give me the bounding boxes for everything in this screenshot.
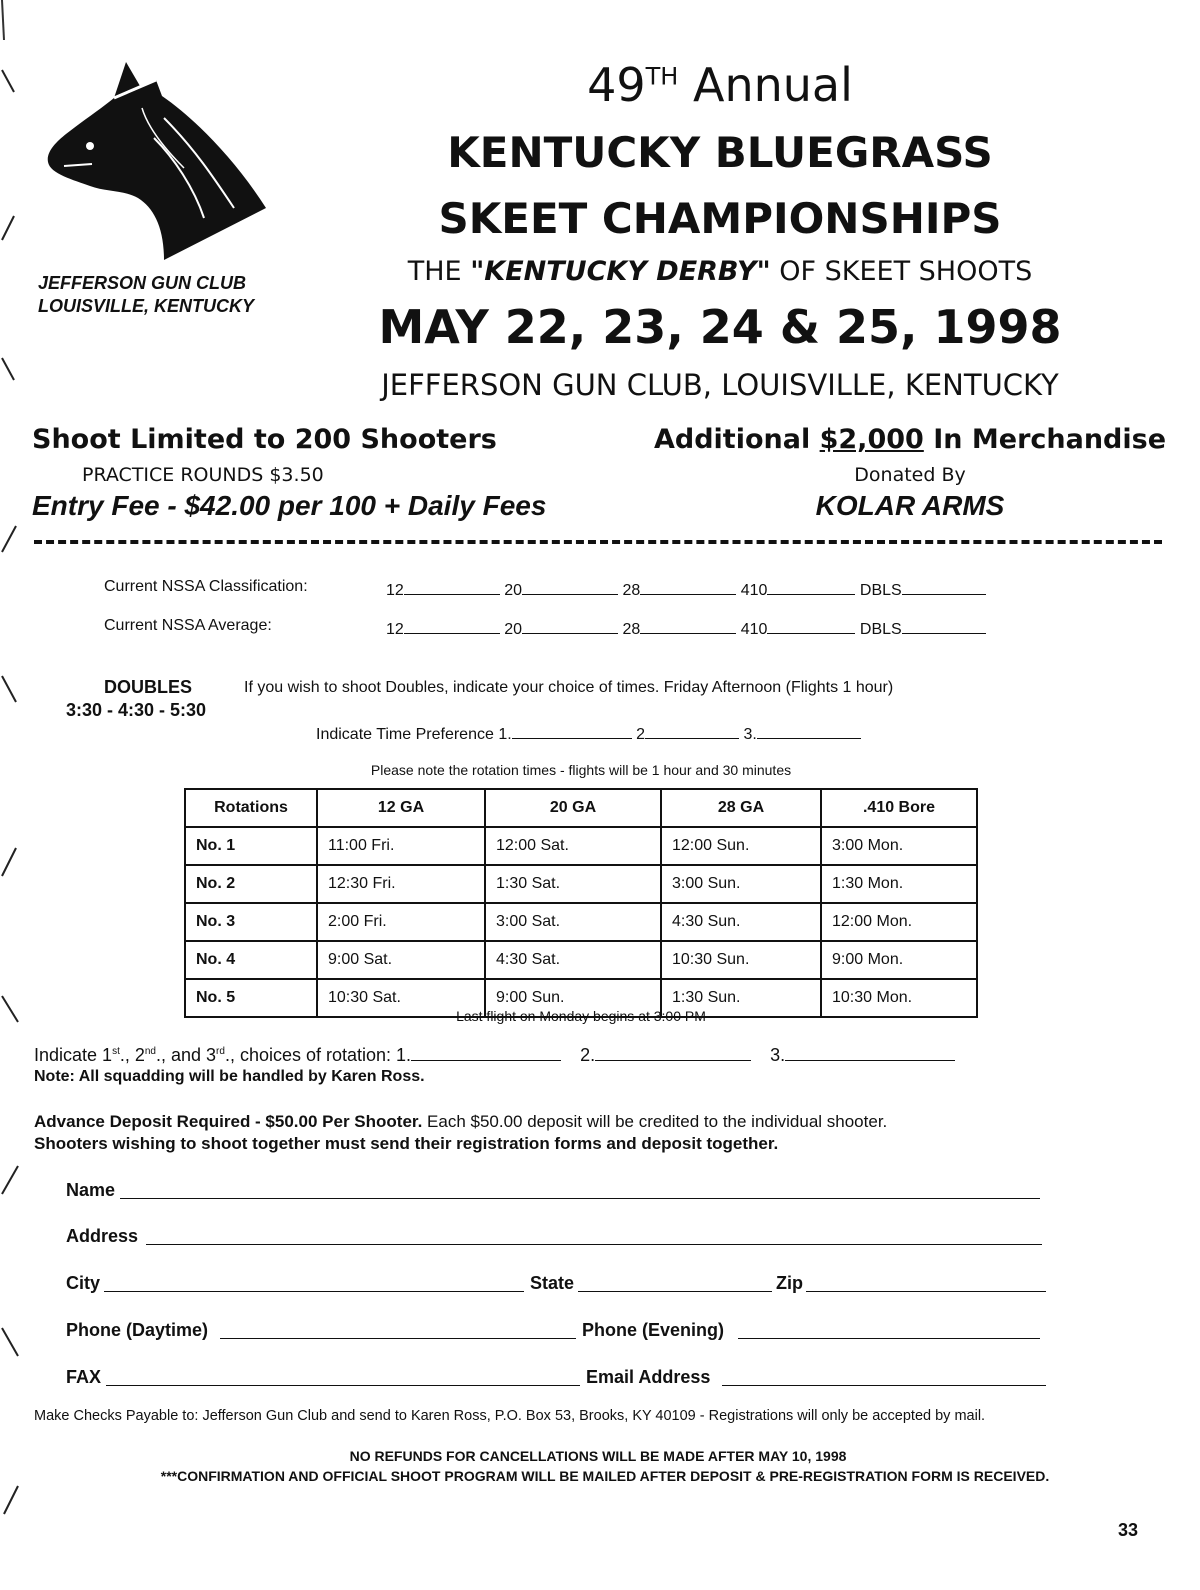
doubles-times: 3:30 - 4:30 - 5:30	[66, 700, 207, 720]
state-label: State	[530, 1273, 575, 1293]
time-pref-1-field[interactable]	[512, 722, 632, 739]
table-cell: 9:00 Mon.	[821, 941, 977, 979]
table-cell: No. 4	[185, 941, 317, 979]
club-location: LOUISVILLE, KENTUCKY	[38, 296, 255, 316]
page-number: 33	[1118, 1520, 1139, 1540]
time-pref-2-field[interactable]	[645, 722, 739, 739]
doubles-heading: DOUBLES	[104, 677, 193, 697]
fax-field[interactable]	[106, 1385, 580, 1386]
practice-rounds: PRACTICE ROUNDS $3.50	[82, 464, 324, 486]
table-cell: No. 5	[185, 979, 317, 1017]
title-line-2: SKEET CHAMPIONSHIPS	[438, 194, 1002, 243]
table-row	[185, 827, 977, 865]
rotation-note-top: Please note the rotation times - flights will be 1 hour and 30 minutes	[370, 762, 792, 778]
choice-3-field[interactable]	[785, 1044, 955, 1061]
class-dbls-field[interactable]	[902, 578, 986, 595]
phone-evening-field[interactable]	[738, 1338, 1040, 1339]
club-name: JEFFERSON GUN CLUB	[38, 273, 247, 293]
horse-head-icon	[44, 58, 274, 273]
city-label: City	[66, 1273, 101, 1293]
avg-20-field[interactable]	[522, 617, 618, 634]
deposit-text: Advance Deposit Required - $50.00 Per Shooter. Each $50.00 deposit will be credited to the individual shooter.	[34, 1112, 888, 1131]
avg-12-field[interactable]	[404, 617, 500, 634]
class-28-field[interactable]	[640, 578, 736, 595]
rotation-note-bottom: Last flight on Monday begins at 3:00 PM	[456, 1008, 706, 1024]
table-cell: 12:30 Fri.	[317, 865, 485, 903]
average-label: Current NSSA Average:	[104, 617, 272, 634]
donated-by: Donated By	[854, 464, 966, 486]
table-row	[185, 941, 977, 979]
choice-2-field[interactable]	[595, 1044, 751, 1061]
class-20-field[interactable]	[522, 578, 618, 595]
table-cell: 3:00 Sat.	[485, 903, 661, 941]
email-field[interactable]	[722, 1385, 1046, 1386]
table-cell: 12:00 Sat.	[485, 827, 661, 865]
avg-28-field[interactable]	[640, 617, 736, 634]
table-header: 12 GA	[317, 789, 485, 827]
avg-dbls-field[interactable]	[902, 617, 986, 634]
table-cell: 10:30 Sat.	[317, 979, 485, 1017]
table-cell: 10:30 Mon.	[821, 979, 977, 1017]
deposit-together: Shooters wishing to shoot together must send their registration forms and deposit together.	[34, 1134, 779, 1153]
table-cell: 1:30 Mon.	[821, 865, 977, 903]
rotation-table	[184, 788, 978, 1018]
venue: JEFFERSON GUN CLUB, LOUISVILLE, KENTUCKY	[381, 368, 1059, 402]
table-cell: 1:30 Sat.	[485, 865, 661, 903]
title-line-1: KENTUCKY BLUEGRASS	[447, 128, 993, 177]
address-label: Address	[66, 1226, 139, 1246]
class-12-field[interactable]	[404, 578, 500, 595]
city-field[interactable]	[104, 1291, 524, 1292]
state-field[interactable]	[578, 1291, 772, 1292]
time-pref-3-field[interactable]	[757, 722, 861, 739]
squadding-note: Note: All squadding will be handled by Karen Ross.	[34, 1068, 425, 1085]
table-cell: 2:00 Fri.	[317, 903, 485, 941]
table-header-row	[185, 789, 977, 827]
table-cell: 12:00 Sun.	[661, 827, 821, 865]
table-cell: No. 2	[185, 865, 317, 903]
additional-merchandise: Additional $2,000 In Merchandise	[653, 424, 1167, 455]
table-cell: 4:30 Sat.	[485, 941, 661, 979]
table-cell: 9:00 Sat.	[317, 941, 485, 979]
address-field[interactable]	[146, 1244, 1042, 1245]
sponsor: KOLAR ARMS	[815, 490, 1005, 521]
doubles-text: If you wish to shoot Doubles, indicate your choice of times. Friday Afternoon (Flights 1 hour)	[244, 679, 894, 696]
table-header: .410 Bore	[821, 789, 977, 827]
email-label: Email Address	[586, 1367, 711, 1387]
average-fields: 12 20 28 410 DBLS	[386, 617, 986, 639]
fax-label: FAX	[66, 1367, 102, 1387]
table-cell: No. 1	[185, 827, 317, 865]
table-cell: 3:00 Sun.	[661, 865, 821, 903]
name-label: Name	[66, 1180, 116, 1200]
table-cell: 12:00 Mon.	[821, 903, 977, 941]
rotation-choices: Indicate 1st., 2nd., and 3rd., choices of rotation: 1. 2. 3.	[34, 1044, 955, 1066]
zip-label: Zip	[776, 1273, 803, 1293]
table-cell: 1:30 Sun.	[661, 979, 821, 1017]
entry-fee: Entry Fee - $42.00 per 100 + Daily Fees	[32, 490, 547, 521]
shoot-limited: Shoot Limited to 200 Shooters	[32, 424, 497, 455]
confirmation-notice: ***CONFIRMATION AND OFFICIAL SHOOT PROGRAM WILL BE MAILED AFTER DEPOSIT & PRE-REGISTRATION FORM IS RECEIVED.	[160, 1468, 1050, 1484]
table-header: Rotations	[185, 789, 317, 827]
avg-410-field[interactable]	[767, 617, 855, 634]
dashed-divider	[34, 540, 1162, 544]
classification-fields: 12 20 28 410 DBLS	[386, 578, 986, 600]
table-cell: 11:00 Fri.	[317, 827, 485, 865]
table-row	[185, 903, 977, 941]
choice-1-field[interactable]	[411, 1044, 561, 1061]
table-cell: No. 3	[185, 903, 317, 941]
table-header: 20 GA	[485, 789, 661, 827]
table-cell: 3:00 Mon.	[821, 827, 977, 865]
zip-field[interactable]	[806, 1291, 1046, 1292]
table-cell: 10:30 Sun.	[661, 941, 821, 979]
annual-heading: 49TH Annual	[587, 58, 853, 112]
time-preference: Indicate Time Preference 1. 2 3.	[316, 722, 861, 744]
class-410-field[interactable]	[767, 578, 855, 595]
table-cell: 9:00 Sun.	[485, 979, 661, 1017]
event-dates: MAY 22, 23, 24 & 25, 1998	[378, 300, 1062, 354]
phone-daytime-label: Phone (Daytime)	[66, 1320, 209, 1340]
payable-instructions: Make Checks Payable to: Jefferson Gun Club and send to Karen Ross, P.O. Box 53, Brooks, KY 40109 - Registrations will only be accepted by mail.	[34, 1408, 986, 1424]
table-header: 28 GA	[661, 789, 821, 827]
classification-label: Current NSSA Classification:	[104, 578, 308, 595]
table-cell: 4:30 Sun.	[661, 903, 821, 941]
derby-line: THE "KENTUCKY DERBY" OF SKEET SHOOTS	[407, 256, 1033, 287]
phone-evening-label: Phone (Evening)	[582, 1320, 725, 1340]
table-row	[185, 865, 977, 903]
phone-daytime-field[interactable]	[220, 1338, 576, 1339]
no-refunds-notice: NO REFUNDS FOR CANCELLATIONS WILL BE MADE AFTER MAY 10, 1998	[349, 1448, 847, 1464]
name-field[interactable]	[120, 1198, 1040, 1199]
